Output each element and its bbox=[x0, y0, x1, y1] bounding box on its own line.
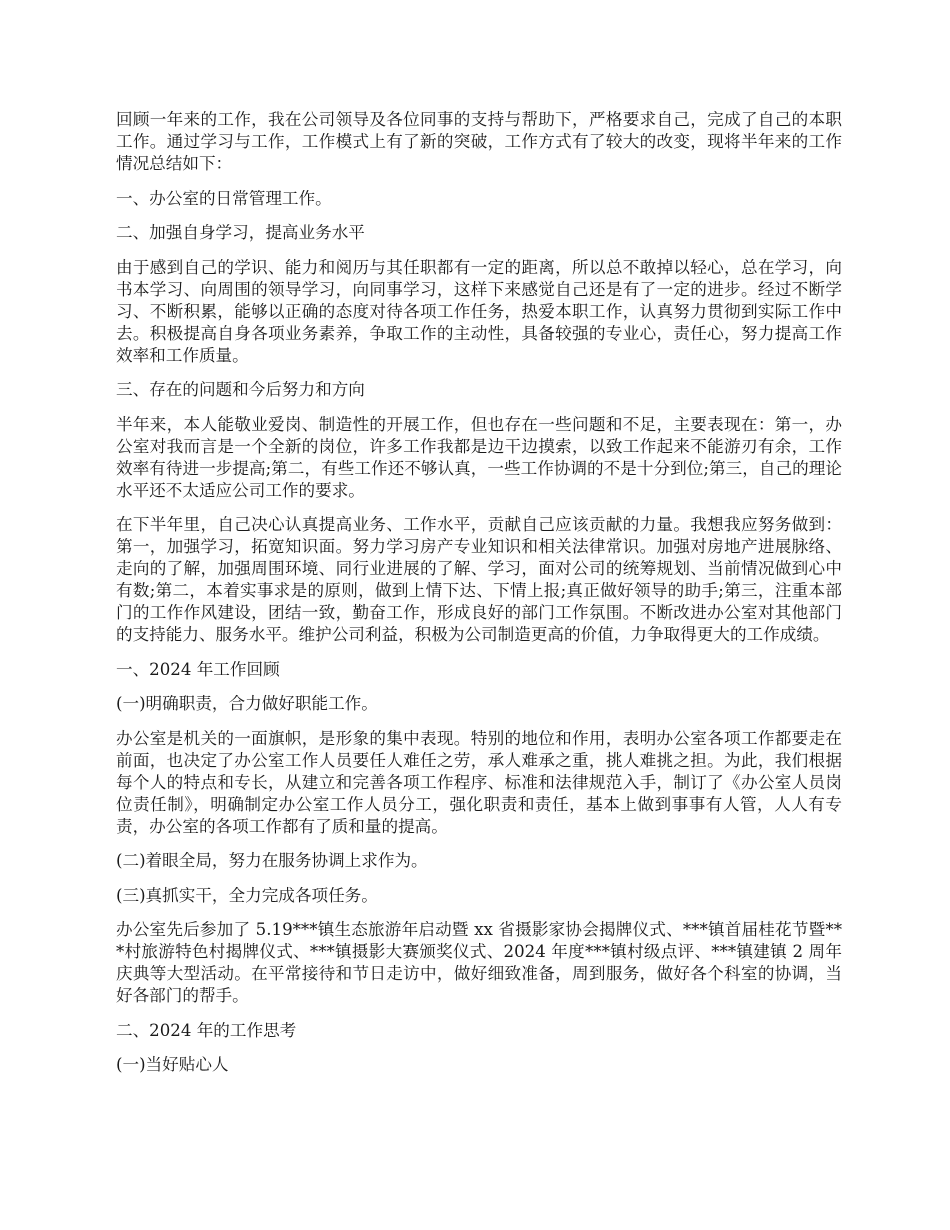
subheading-caring: (一)当好贴心人 bbox=[116, 1055, 229, 1074]
section-heading-review: 一、2024 年工作回顾 bbox=[116, 659, 280, 679]
plans-paragraph: 在下半年里，自己决心认真提高业务、工作水平，贡献自己应该贡献的力量。我想我应努务做到：第一，加强学习，拓宽知识面。努力学习房产专业知识和相关法律常识。加强对房地产进展脉络、走向的了解，加强周围环境、同行业进展的了解、学习，面对公司的统筹规划、当前情况做到心中有数;第二，本着实事求是的原则，做到上情下达、下情上报;真正做好领导的助手;第三，注重本部门的工作作风建设，团结一致，勤奋工作，形成良好的部门工作氛围。不断改进办公室对其他部门的支持能力、服务水平。维护公司利益，积极为公司制造更高的价值，力争取得更大的工作成绩。 bbox=[116, 515, 842, 644]
duties-paragraph: 办公室是机关的一面旗帜，是形象的集中表现。特别的地位和作用，表明办公室各项工作都要走在前面，也决定了办公室工作人员要任人难任之劳，承人难承之重，挑人难挑之担。为此，我们根据每个人的特点和专长，从建立和完善各项工作程序、标准和法律规范入手，制订了《办公室人员岗位责任制》，明确制定办公室工作人员分工，强化职责和责任，基本上做到事事有人管，人人有专责，办公室的各项工作都有了质和量的提高。 bbox=[116, 728, 842, 836]
section-heading-daily-management: 一、办公室的日常管理工作。 bbox=[116, 188, 332, 208]
activities-paragraph: 办公室先后参加了 5.19***镇生态旅游年启动暨 xx 省摄影家协会揭牌仪式、***镇首届桂花节暨***村旅游特色村揭牌仪式、***镇摄影大赛颁奖仪式、2024 年度***镇村级点评、***镇建镇 2 周年庆典等大型活动。在平常接待和节日走访中，做好细致准备，周到服务，做好各个科室的协调，当好各部门的帮手。 bbox=[116, 920, 842, 1005]
problems-paragraph: 半年来，本人能敬业爱岗、制造性的开展工作，但也存在一些问题和不足，主要表现在：第一，办公室对我而言是一个全新的岗位，许多工作我都是边干边摸索，以致工作起来不能游刃有余，工作效率有待进一步提高;第二，有些工作还不够认真，一些工作协调的不是十分到位;第三，自己的理论水平还不太适应公司工作的要求。 bbox=[116, 414, 842, 500]
subheading-tasks: (三)真抓实干，全力完成各项任务。 bbox=[116, 885, 378, 905]
document-body bbox=[116, 109, 842, 1089]
section-heading-thinking: 二、2024 年的工作思考 bbox=[116, 1020, 297, 1040]
section-heading-problems: 三、存在的问题和今后努力和方向 bbox=[116, 380, 365, 399]
self-study-paragraph: 由于感到自己的学识、能力和阅历与其任职都有一定的距离，所以总不敢掉以轻心，总在学习，向书本学习、向周围的领导学习，向同事学习，这样下来感觉自己还是有了一定的进步。经过不断学习、不断积累，能够以正确的态度对待各项工作任务，热爱本职工作，认真努力贯彻到实际工作中去。积极提高自身各项业务素养，争取工作的主动性，具备较强的专业心，责任心，努力提高工作效率和工作质量。 bbox=[116, 257, 842, 365]
intro-paragraph: 回顾一年来的工作，我在公司领导及各位同事的支持与帮助下，严格要求自己，完成了自己的本职工作。通过学习与工作，工作模式上有了新的突破，工作方式有了较大的改变，现将半年来的工作情况总结如下： bbox=[116, 110, 842, 173]
section-heading-self-study: 二、加强自身学习，提高业务水平 bbox=[116, 223, 365, 242]
subheading-duties: (一)明确职责，合力做好职能工作。 bbox=[116, 694, 378, 713]
subheading-coordination: (二)着眼全局，努力在服务协调上求作为。 bbox=[116, 851, 428, 870]
